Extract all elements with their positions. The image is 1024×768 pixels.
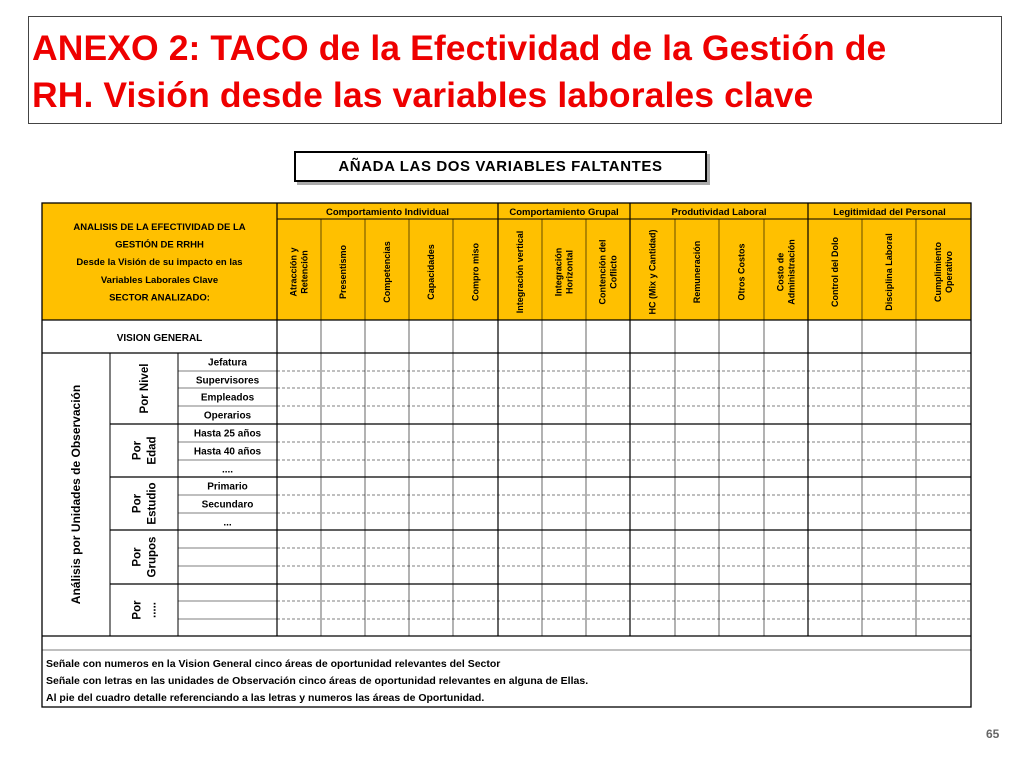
page-title: ANEXO 2: TACO de la Efectividad de la Gestión de RH. Visión desde las variables laborales clave (32, 28, 887, 115)
row-group-label: ..... (146, 602, 159, 618)
row-label: .... (221, 464, 234, 476)
row-label: Operarios (203, 410, 252, 422)
header-left-line: GESTIÓN DE RRHH (115, 239, 204, 251)
column-header: Control del Dolo (830, 237, 840, 307)
row-group-label: Grupos (146, 536, 159, 578)
row-group-label: Por Nivel (139, 363, 151, 414)
column-group-header: Produtividad Laboral (671, 207, 767, 218)
row-group-label: Por (131, 440, 144, 461)
column-header: Coflicto (608, 255, 619, 289)
column-header: Competencias (382, 241, 392, 303)
column-header: Integración vertical (515, 230, 525, 314)
column-group-header: Legitimidad del Personal (833, 207, 946, 218)
vision-general-label: VISION GENERAL (116, 333, 203, 344)
column-group-header: Comportamiento Grupal (509, 207, 619, 218)
column-header: Costo de (775, 252, 786, 292)
side-label: Análisis por Unidades de Observación (69, 384, 83, 605)
column-header: Retención (299, 250, 310, 294)
row-label: Secundaro (201, 499, 254, 511)
footer-note-2: Señale con letras en las unidades de Observación cinco áreas de oportunidad relevantes en alguna de Ellas. (46, 675, 589, 687)
column-header: Atracción y (288, 247, 299, 297)
row-label: Hasta 25 años (193, 428, 262, 440)
column-header: Capacidades (426, 244, 436, 300)
row-group-label: Por (131, 600, 144, 620)
row-label: Hasta 40 años (193, 446, 262, 458)
footer-note-1: Señale con numeros en la Vision General cinco áreas de oportunidad relevantes del Sector (46, 658, 501, 670)
row-label: Primario (207, 481, 248, 493)
instruction-text: AÑADA LAS DOS VARIABLES FALTANTES (338, 158, 663, 175)
column-header: Cumplimiento (933, 242, 943, 302)
row-group-label: Estudio (146, 482, 159, 525)
header-left-line: SECTOR ANALIZADO: (109, 292, 210, 304)
column-header: Presentismo (338, 244, 348, 300)
row-label: Jefatura (208, 357, 247, 369)
column-header: HC (Mix y Cantidad) (647, 229, 658, 315)
column-header: Compro miso (470, 242, 481, 302)
row-label: ... (223, 517, 232, 529)
column-header: Disciplina Laboral (884, 233, 894, 311)
page-number: 65 (986, 727, 1000, 741)
header-left-line: Variables Laborales Clave (100, 274, 219, 286)
column-header: Otros Costos (736, 243, 747, 301)
row-group-label: Edad (146, 436, 159, 465)
column-header: Administración (786, 239, 797, 305)
column-header: Horizontal (564, 250, 575, 294)
column-group-header: Comportamiento Individual (326, 207, 449, 218)
row-group-label: Por (131, 547, 144, 567)
column-header: Integración (553, 247, 564, 297)
row-label: Supervisores (195, 375, 260, 387)
header-left-line: Desde la Visión de su impacto en las (76, 257, 243, 269)
column-header: Remuneración (692, 240, 702, 304)
header-left-line: ANALISIS DE LA EFECTIVIDAD DE LA (73, 222, 246, 233)
footer-note-3: Al pie del cuadro detalle referenciando a las letras y numeros las áreas de Oportunidad. (46, 692, 485, 704)
column-header: Contención del (597, 239, 608, 305)
row-label: Empleados (200, 392, 255, 404)
row-group-label: Por (131, 493, 144, 514)
column-header: Operativo (944, 250, 954, 294)
